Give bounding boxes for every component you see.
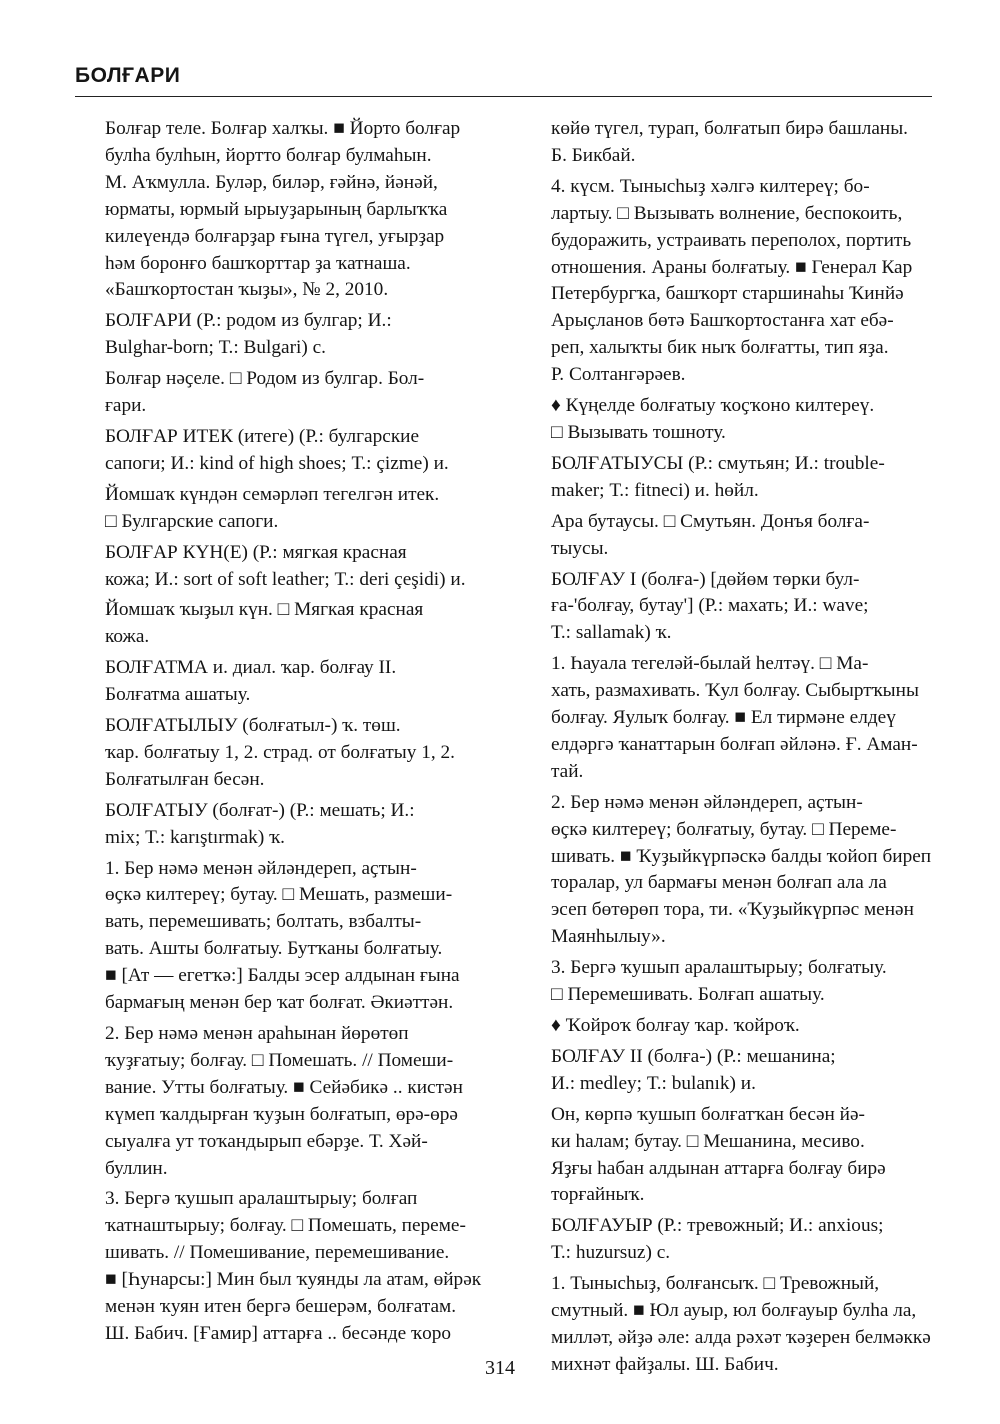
text-line: бармағың менән бер ҡат болғат. Әкиәттән. [105, 992, 454, 1014]
text-line: тыусы. [551, 537, 609, 559]
text-line: эсеп бөтөрөп тора, ти. «Ҡуҙыйкүрпәс менән [551, 899, 914, 921]
dictionary-paragraph [521, 790, 933, 951]
text-line: Йомшаҡ ҡыҙыл күн. □ Мягкая красная [105, 599, 424, 621]
text-line: көйө түгел, турап, болғатып бирә башланы. [551, 118, 908, 139]
dictionary-paragraph [521, 1013, 933, 1040]
dictionary-paragraph [75, 597, 487, 651]
text-line: □ Вызывать тошноту. [551, 421, 726, 443]
text-line: БОЛҒАРИ (Р.: родом из булгар; И.: [105, 310, 392, 332]
dictionary-paragraph [521, 955, 933, 1009]
text-line: кожа. [105, 626, 150, 648]
text-line: ға-'болғау, бутау'] (Р.: махать; И.: wave; [551, 595, 869, 617]
text-line: Он, көрпә ҡушып болғатҡан бесән йә- [551, 1103, 865, 1125]
dictionary-paragraph [75, 1021, 487, 1182]
text-line: менән ҡуян итен бергә бешерәм, болғатам. [105, 1296, 457, 1318]
text-line: ■ [Һунарсы:] Мин был ҡуянды ла атам, өйрәк [105, 1269, 482, 1291]
text-line: тай. [551, 760, 584, 782]
text-line: ♦ Күңелде болғатыу ҡоҫҡоно килтереү. [551, 395, 875, 417]
text-line: 2. Бер нәмә менән әйләндереп, аҫтын- [551, 791, 863, 813]
text-line: торғайныҡ. [551, 1184, 645, 1206]
text-line: булһа булһын, йортто болғар булмаһын. [105, 144, 432, 166]
text-line: елдәргә ҡанаттарын болғап әйләнә. Ғ. Аман- [551, 733, 918, 755]
text-line: БОЛҒАТЫУ (болғат-) (Р.: мешать; И.: [105, 799, 415, 821]
text-line: һәм боронғо башҡорттар ҙа ҡатнаша. [105, 252, 411, 274]
text-line: 4. күсм. Тынысһыҙ хәлгә килтереү; бо- [551, 175, 870, 197]
text-line: Арыҫланов бөтә Башҡортостанға хат ебә- [551, 310, 894, 332]
dictionary-paragraph [75, 798, 487, 852]
dictionary-paragraph [75, 116, 487, 304]
text-line: БОЛҒАУЫР (Р.: тревожный; И.: anxious; [551, 1215, 884, 1237]
text-line: Йомшаҡ күндән семәрләп тегелгән итек. [105, 483, 440, 505]
text-line: буллин. [105, 1157, 168, 1179]
dictionary-paragraph [521, 174, 933, 389]
text-line: И.: medley; Т.: bulanık) и. [551, 1072, 756, 1094]
dictionary-paragraph [521, 651, 933, 786]
text-line: вать. Ашты болғатыу. Бутҡаны болғатыу. [105, 938, 443, 960]
text-line: сапоги; И.: kind of high shoes; Т.: çizme) и. [105, 452, 449, 474]
text-line: вать, перемешивать; болтать, взбалты- [105, 911, 422, 933]
text-line: Bulghar-born; Т.: Bulgari) с. [105, 337, 326, 359]
header-title: БОЛҒАРИ [75, 64, 181, 87]
text-line: maker; Т.: fitneci) и. һөйл. [551, 479, 759, 501]
running-header [75, 58, 932, 97]
right-column [521, 116, 933, 1383]
text-line: торалар, ул бармағы менән болғап ала ла [551, 872, 887, 894]
text-line: хать, размахивать. Ҡул болғау. Сыбыртҡыны [551, 680, 919, 702]
text-line: өҫкә килтереү; болғатыу, бутау. □ Переме- [551, 818, 897, 840]
text-line: Яҙғы һабан алдынан аттарға болғау бирә [551, 1157, 886, 1179]
text-line: милләт, әйҙә әле: алда рәхәт ҡәҙерен белмәккә [551, 1326, 931, 1348]
dictionary-paragraph [75, 424, 487, 478]
text-line: вание. Утты болғатыу. ■ Сейәбикә .. кистән [105, 1076, 463, 1098]
text-line: ҡатнаштырыу; болғау. □ Помешать, переме- [105, 1215, 466, 1237]
text-line: юрматы, юрмый ырыуҙарының барлыҡҡа [105, 198, 448, 220]
dictionary-paragraph [75, 1186, 487, 1347]
text-line: Р. Солтангәрәев. [551, 364, 686, 386]
text-line: 1. Бер нәмә менән әйләндереп, аҫтын- [105, 857, 417, 879]
text-line: смутный. ■ Юл ауыр, юл болғауыр булһа ла, [551, 1300, 917, 1322]
text-line: 2. Бер нәмә менән араһынан йөрөтөп [105, 1023, 409, 1044]
dictionary-paragraph [75, 366, 487, 420]
text-line: Болғар теле. Болғар халҡы. ■ Йорто болғар [105, 118, 461, 139]
text-line: өҫкә килтереү; бутау. □ Мешать, размеши- [105, 884, 453, 906]
text-line: ки һалам; бутау. □ Мешанина, месиво. [551, 1130, 865, 1152]
text-line: Ш. Бабич. [Ғамир] аттарға .. бесәнде ҡоро [105, 1322, 451, 1344]
text-line: □ Булгарские сапоги. [105, 510, 279, 532]
text-line: ■ [Ат — егетҡә:] Балды эсер алдынан ғына [105, 965, 460, 987]
dictionary-paragraph [521, 116, 933, 170]
dictionary-paragraph [75, 655, 487, 709]
text-line: Т.: huzursuz) с. [551, 1242, 671, 1264]
text-line: Ара бутаусы. □ Смутьян. Донъя болға- [551, 510, 870, 532]
text-line: «Башҡортостан ҡыҙы», № 2, 2010. [105, 279, 389, 301]
dictionary-paragraph [521, 1213, 933, 1267]
text-line: М. Аҡмулла. Буләр, биләр, ғәйнә, йәнәй, [105, 171, 438, 193]
dictionary-paragraph [521, 1102, 933, 1210]
text-line: 1. Һауала тегеләй-былай һелтәү. □ Ма- [551, 653, 869, 675]
text-line: Болғатылған бесән. [105, 768, 265, 790]
text-line: 3. Бергә ҡушып аралаштырыу; болғап [105, 1188, 418, 1210]
text-line: □ Перемешивать. Болғап ашатыу. [551, 984, 825, 1006]
text-line: mix; Т.: karıştırmak) ҡ. [105, 826, 285, 848]
text-line: Болғар нәҫеле. □ Родом из булгар. Бол- [105, 368, 425, 390]
text-line: лартыу. □ Вызывать волнение, беспокоить, [551, 202, 903, 224]
text-line: сыуалға ут тоҡандырып ебәрҙе. Т. Хәй- [105, 1130, 428, 1152]
text-line: Петербургҡа, башҡорт старшинаһы Ҡинйә [551, 283, 904, 305]
dictionary-paragraph [75, 713, 487, 794]
text-line: шивать. // Помешивание, перемешивание. [105, 1242, 450, 1264]
dictionary-paragraph [521, 393, 933, 447]
text-line: БОЛҒАР ИТЕК (итеге) (Р.: булгарские [105, 425, 420, 447]
dictionary-paragraph [521, 1044, 933, 1098]
text-line: БОЛҒАТМА и. диал. ҡар. болғау II. [105, 657, 397, 679]
text-line: килеүендә болғарҙар ғына түгел, уғырҙар [105, 225, 445, 247]
text-line: ♦ Ҡойроҡ болғау ҡар. ҡойроҡ. [551, 1015, 800, 1036]
dictionary-paragraph [75, 856, 487, 1017]
text-line: реп, халыҡты бик ныҡ болғатты, тип яҙа. [551, 337, 889, 359]
text-line: БОЛҒАТЫЛЫУ (болғатыл-) ҡ. төш. [105, 715, 401, 737]
left-column [75, 116, 487, 1352]
text-line: БОЛҒАУ II (болға-) (Р.: мешанина; [551, 1045, 836, 1067]
text-line: отношения. Араны болғатыу. ■ Генерал Кар [551, 256, 913, 278]
text-line: ғари. [105, 395, 147, 417]
text-line: Маянһылыу». [551, 926, 666, 948]
text-line: БОЛҒАТЫУСЫ (Р.: смутьян; И.: trouble- [551, 452, 885, 474]
text-line: ҡар. болғатыу 1, 2. страд. от болғатыу 1, 2. [105, 741, 455, 763]
text-line: күмеп ҡалдырған ҡуҙын болғатып, өрә-өрә [105, 1103, 458, 1125]
text-line: БОЛҒАР КҮН(Е) (Р.: мягкая красная [105, 541, 407, 563]
text-line: 3. Бергә ҡушып аралаштырыу; болғатыу. [551, 957, 887, 979]
text-line: 1. Тынысһыҙ, болғансыҡ. □ Тревожный, [551, 1273, 880, 1295]
dictionary-paragraph [75, 308, 487, 362]
text-line: Т.: sallamak) ҡ. [551, 622, 672, 644]
dictionary-paragraph [521, 509, 933, 563]
page-number: 314 [485, 1357, 515, 1379]
dictionary-paragraph [75, 540, 487, 594]
text-line: кожа; И.: sort of soft leather; Т.: deri çeşidi) и. [105, 568, 466, 590]
text-line: ҡуҙғатыу; болғау. □ Помешать. // Помеши- [105, 1049, 454, 1071]
text-line: шивать. ■ Ҡуҙыйкүрпәскә балды ҡойоп биреп [551, 845, 932, 867]
text-line: михнәт файҙалы. Ш. Бабич. [551, 1353, 779, 1375]
text-line: Б. Бикбай. [551, 144, 636, 166]
text-line: Болғатма ашатыу. [105, 684, 251, 706]
text-line: будоражить, устраивать переполох, портить [551, 229, 912, 251]
dictionary-paragraph [521, 451, 933, 505]
text-line: болғау. Яулыҡ болғау. ■ Ел тирмәне елдеү [551, 707, 896, 729]
dictionary-paragraph [521, 567, 933, 648]
dictionary-paragraph [75, 482, 487, 536]
text-line: БОЛҒАУ I (болға-) [дөйөм төрки бул- [551, 568, 860, 590]
